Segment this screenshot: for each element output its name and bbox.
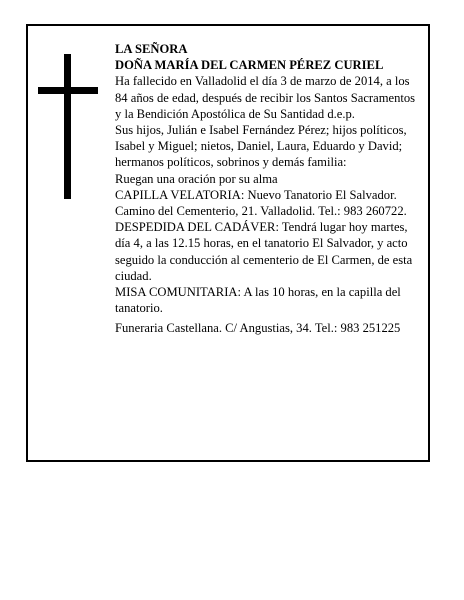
deceased-name: DOÑA MARÍA DEL CARMEN PÉREZ CURIEL [115,58,384,73]
funeral-home-info: Funeraria Castellana. C/ Angustias, 34. Tel.: 983 251225 [115,321,401,336]
prayer-request: Ruegan una oración por su alma [115,171,278,186]
obituary-notice [26,24,430,462]
family-list: Sus hijos, Julián e Isabel Fernández Pérez; hijos políticos, Isabel y Miguel; nietos, Daniel, Laura, Eduardo y David; hermanos políticos, sobrinos y demás familia: [115,123,407,170]
notice-title: LA SEÑORA [115,42,188,56]
wake-chapel-info: CAPILLA VELATORIA: Nuevo Tanatorio El Salvador. Camino del Cementerio, 21. Valladolid. Tel.: 983 260722. [115,187,407,219]
farewell-info: DESPEDIDA DEL CADÁVER: Tendrá lugar hoy martes, día 4, a las 12.15 horas, en el tanatorio El Salvador, y acto seguido la conducción al cementerio de El Carmen, de esta ciudad. [115,220,413,283]
cross-icon [36,54,100,199]
death-announcement: Ha fallecido en Valladolid el día 3 de marzo de 2014, a los 84 años de edad, después de recibir los Santos Sacramentos y la Bendición Apostólica de Su Santidad d.e.p. [115,74,416,121]
obituary-text [115,41,417,337]
community-mass-info: MISA COMUNITARIA: A las 10 horas, en la capilla del tanatorio. [115,285,401,316]
